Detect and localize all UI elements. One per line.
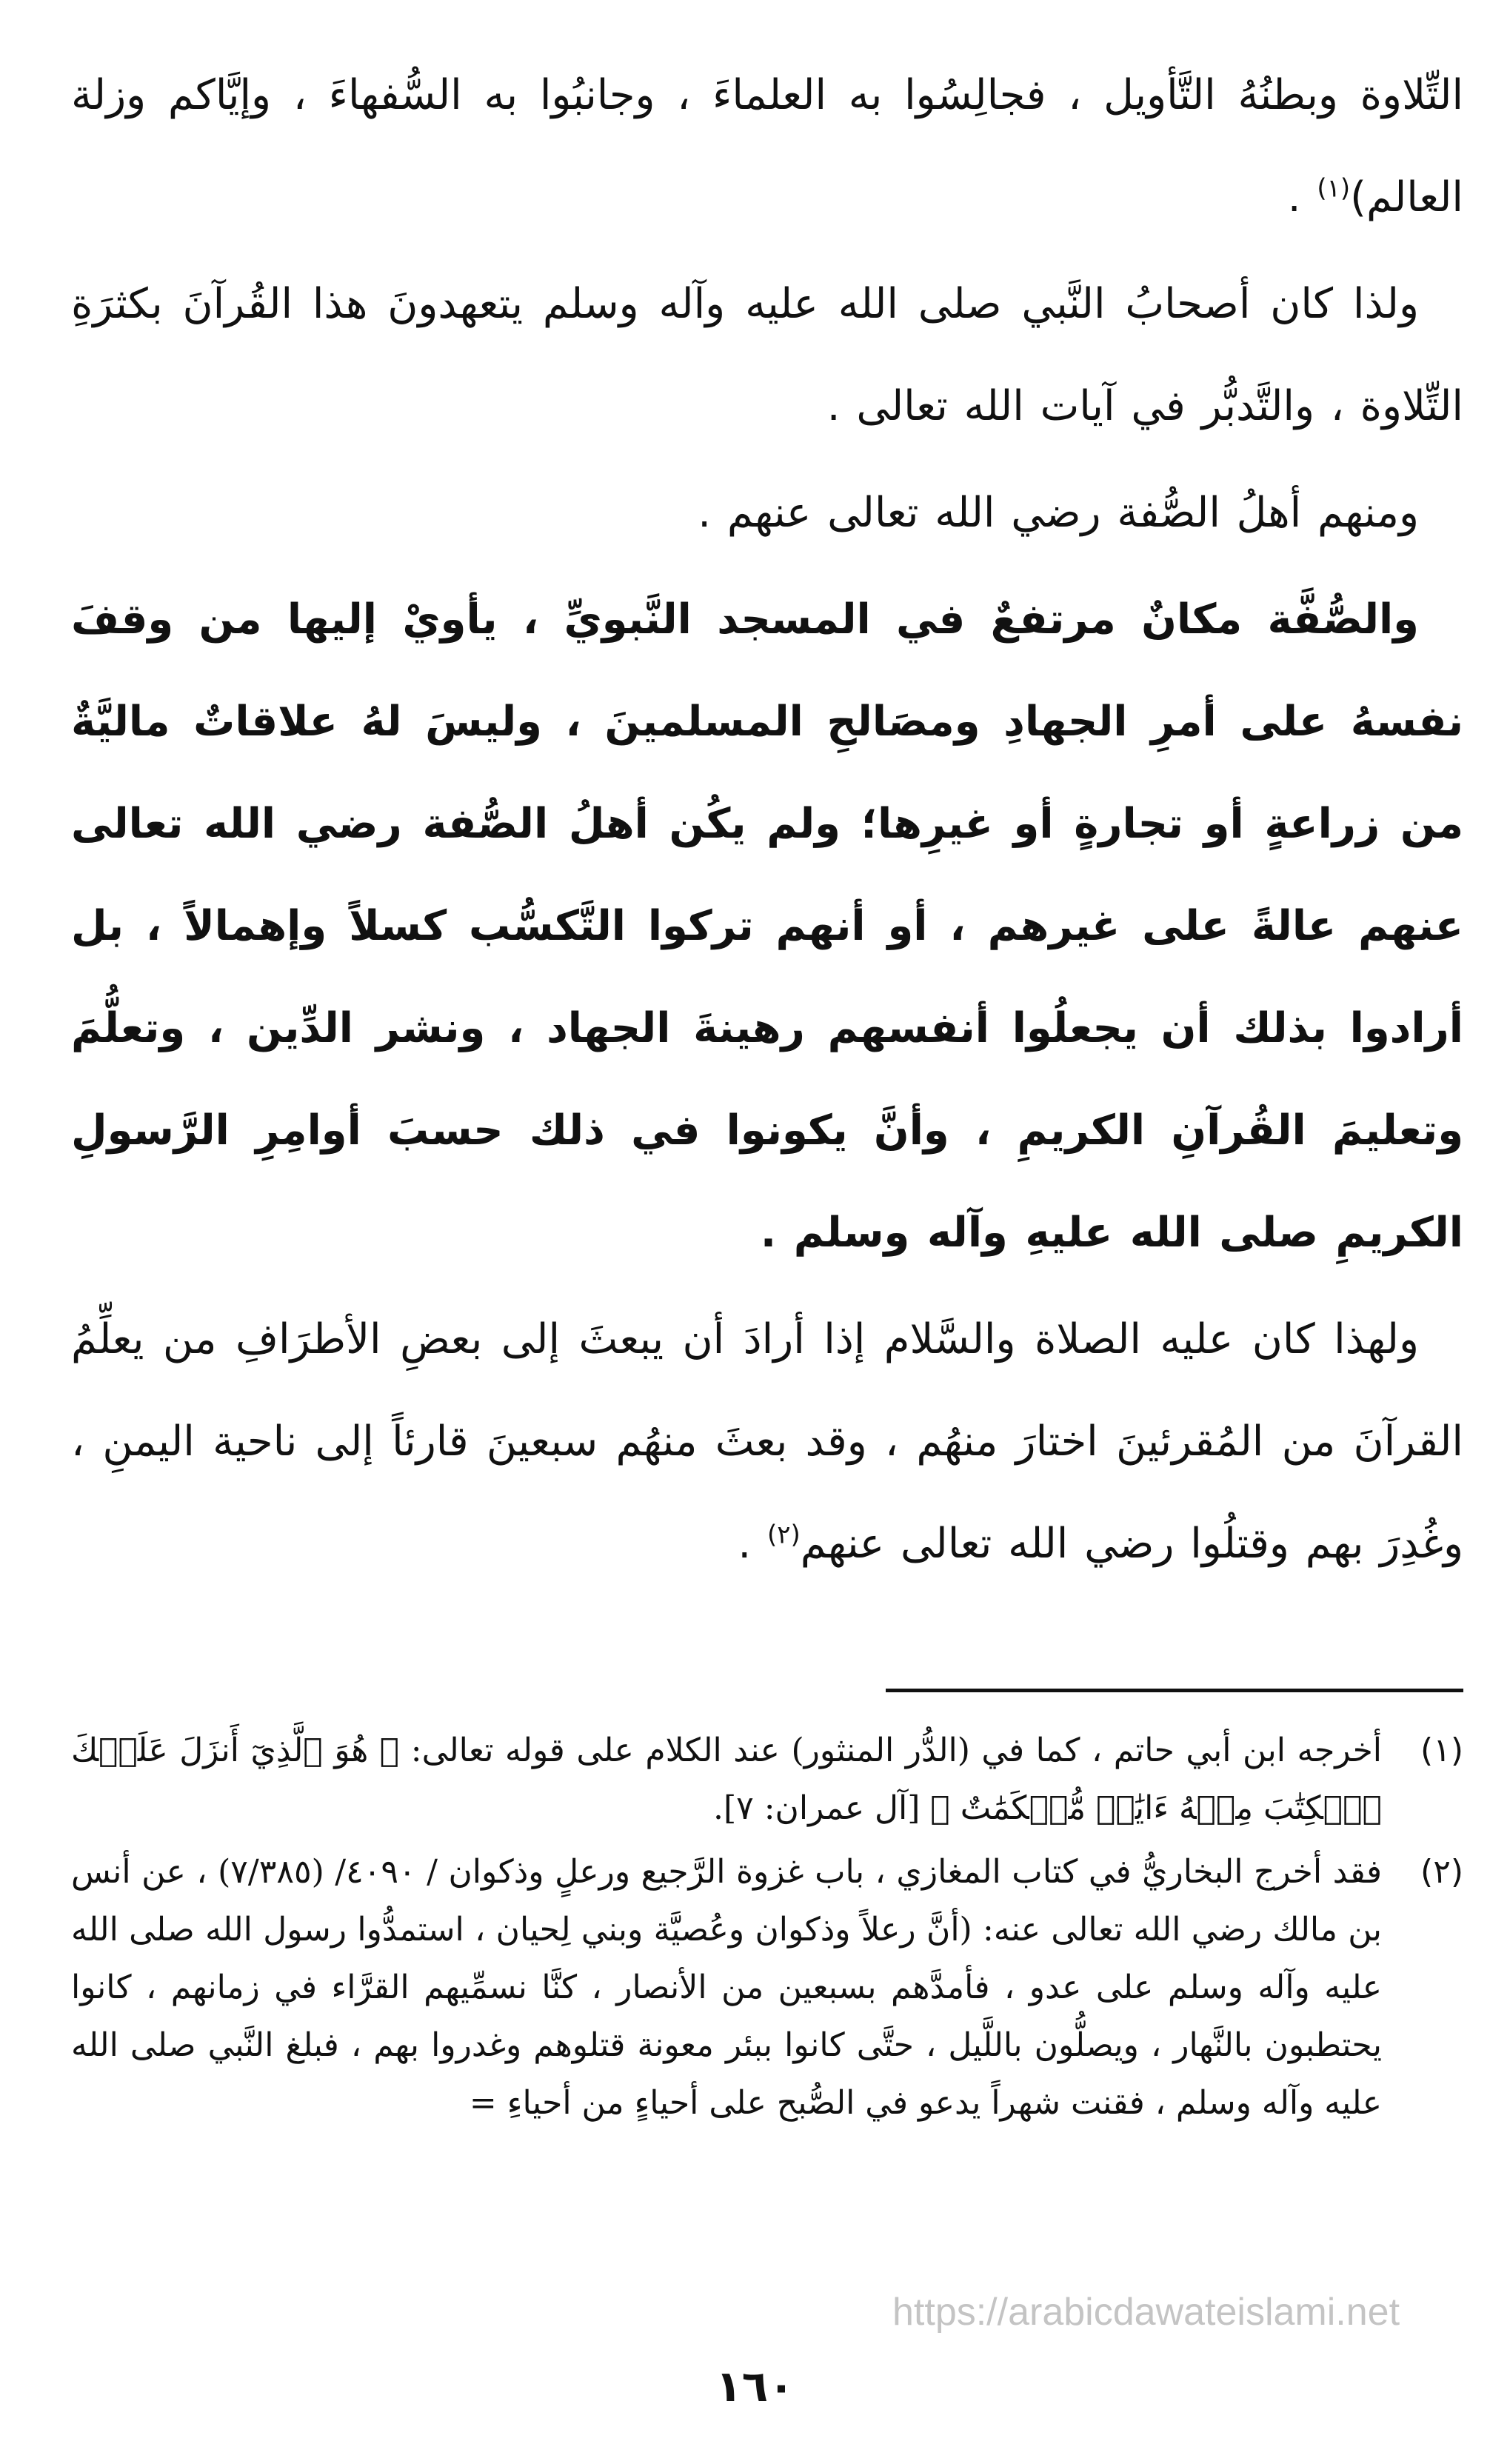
footnote-1-number: (١) (1420, 1732, 1463, 1769)
page-number: ١٦٠ (715, 2361, 795, 2411)
paragraph-3: ومنهم أهلُ الصُّفة رضي الله تعالى عنهم . (698, 489, 1419, 537)
watermark-url: https://arabicdawateislami.net (892, 2291, 1400, 2334)
paragraph-2: ولذا كان أصحابُ النَّبي صلى الله عليه وآله وسلم يتعهدونَ هذا القُرآنَ بكثرَةِ التِّلاوة ، والتَّدبُّر في آيات الله تعالى . (71, 280, 1463, 430)
footnotes (71, 1722, 1463, 2138)
footnote-2 (71, 1843, 1463, 2132)
paragraph-1 (71, 44, 1463, 249)
footnote-ref-2[interactable]: (٢) (766, 1520, 801, 1550)
footnote-divider (886, 1689, 1463, 1692)
footnote-ref-1[interactable]: (١) (1317, 173, 1351, 204)
footnote-1 (71, 1722, 1463, 1837)
paragraph-1-text: التِّلاوة وبطنُهُ التَّأويل ، فجالِسُوا به العلماءَ ، وجانبُوا به السُّفهاءَ ، وإيَّاكم وزلة العالم) (71, 71, 1463, 221)
paragraph-5-text: ولهذا كان عليه الصلاة والسَّلام إذا أرادَ أن يبعثَ إلى بعضِ الأطرَافِ من يعلِّمُ القرآنَ من المُقرئينَ اختارَ منهُم ، وقد بعثَ منهُم سبعينَ قارئاً إلى ناحية اليمنِ ، وغُدِرَ بهم وقتلُوا رضي الله تعالى عنهم (71, 1315, 1463, 1568)
footnote-1-text: أخرجه ابن أبي حاتم ، كما في (الدُّر المنثور) عند الكلام على قوله تعالى: ﴿ هُوَ ٱلَّذِيٓ أَنزَلَ عَلَيۡكَ ٱلۡكِتَٰبَ مِنۡهُ ءَايَٰتٞ مُّحۡكَمَٰتٌ ﴾ [آل عمران: ٧]. (71, 1732, 1382, 1827)
footnote-2-text: فقد أخرج البخاريُّ في كتاب المغازي ، باب غزوة الرَّجيع ورعلٍ وذكوان / ٤٠٩٠/ (٧/٣٨٥) ، عن أنس بن مالك رضي الله تعالى عنه: (أنَّ رعلاً وذكوان وعُصيَّة وبني لِحيان ، استمدُّوا رسول الله صلى الله عليه وآله وسلم على عدو ، فأمدَّهم بسبعين من الأنصار ، كنَّا نسمِّيهم القرَّاء في زمانهم ، كانوا يحتطبون بالنَّهار ، ويصلُّون باللَّيل ، حتَّى كانوا ببئر معونة قتلوهم وغدروا بهم ، فبلغ النَّبي صلى الله عليه وآله وسلم ، فقنت شهراً يدعو في الصُّبح على أحياءٍ من أحياءِ = (71, 1853, 1383, 2122)
footnote-2-number: (٢) (1420, 1853, 1463, 1891)
paragraph-5-tail: . (738, 1520, 767, 1568)
paragraph-1-tail: . (1287, 173, 1317, 221)
paragraph-5 (71, 1289, 1463, 1595)
book-page (71, 44, 1463, 2414)
paragraph-4-bold: والصُّفَّة مكانٌ مرتفعٌ في المسجد النَّبويِّ ، يأويْ إليها من وقفَ نفسهُ على أمرِ الجهادِ ومصَالحِ المسلمينَ ، وليسَ لهُ علاقاتٌ ماليَّةٌ من زراعةٍ أو تجارةٍ أو غيرِها؛ ولم يكُن أهلُ الصُّفة رضي الله تعالى عنهم عالةً على غيرهم ، أو أنهم تركوا التَّكسُّب كسلاً وإهمالاً ، بل أرادوا بذلك أن يجعلُوا أنفسهم رهينةَ الجهاد ، ونشر الدِّين ، وتعلُّمَ وتعليمَ القُرآنِ الكريمِ ، وأنَّ يكونوا في ذلك حسبَ أوامِرِ الرَّسولِ الكريمِ صلى الله عليهِ وآله وسلم . (71, 595, 1463, 1257)
